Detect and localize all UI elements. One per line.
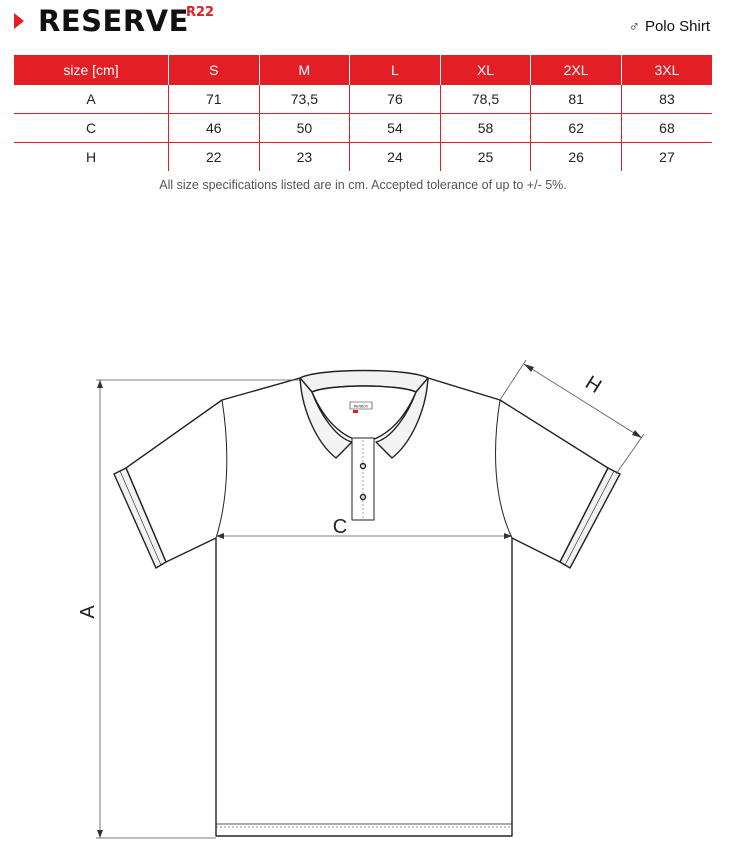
left-sleeve-cuff xyxy=(114,468,166,568)
cuff-line xyxy=(565,471,614,565)
size-table-header-cell: XL xyxy=(440,55,531,85)
table-cell: 22 xyxy=(169,143,260,172)
arrow-up-icon xyxy=(97,380,103,388)
right-armhole-seam xyxy=(496,400,512,538)
dimension-h-label: H xyxy=(581,371,606,399)
table-cell: 26 xyxy=(531,143,622,172)
product-type-label xyxy=(629,18,710,35)
size-table-header-cell: 3XL xyxy=(621,55,712,85)
dimension-a-label: A xyxy=(77,605,99,619)
row-label: C xyxy=(14,114,169,143)
dimension-h-extension xyxy=(616,434,644,474)
size-table-header-cell: S xyxy=(169,55,260,85)
table-cell: 46 xyxy=(169,114,260,143)
arrow-lower-right-icon xyxy=(632,430,642,438)
table-cell: 71 xyxy=(169,85,260,114)
table-cell: 24 xyxy=(350,143,441,172)
polo-shirt-measurement-diagram xyxy=(0,340,744,851)
table-cell: 62 xyxy=(531,114,622,143)
male-symbol-icon: ♂ xyxy=(628,18,640,35)
table-cell: 27 xyxy=(621,143,712,172)
neck-tag-accent xyxy=(353,410,358,413)
dimension-h-extension xyxy=(500,360,526,400)
table-cell: 23 xyxy=(259,143,350,172)
table-cell: 58 xyxy=(440,114,531,143)
size-table-header-row xyxy=(14,55,712,85)
page-header xyxy=(0,0,744,48)
table-cell: 78,5 xyxy=(440,85,531,114)
arrow-down-icon xyxy=(97,830,103,838)
arrow-upper-left-icon xyxy=(524,364,534,372)
table-cell: 81 xyxy=(531,85,622,114)
brand-code: R22 xyxy=(186,5,215,20)
product-type-text: Polo Shirt xyxy=(644,18,710,35)
brand-name: RESERVE xyxy=(38,4,189,38)
tolerance-note: All size specifications listed are in cm. Accepted tolerance of up to +/- 5%. xyxy=(159,178,567,192)
table-cell: 50 xyxy=(259,114,350,143)
table-cell: 83 xyxy=(621,85,712,114)
table-cell: 25 xyxy=(440,143,531,172)
table-cell: 68 xyxy=(621,114,712,143)
table-row xyxy=(14,143,712,172)
row-label: H xyxy=(85,149,97,165)
neck-tag-text: RENBOX xyxy=(353,404,369,409)
table-cell: 73,5 xyxy=(259,85,350,114)
placket xyxy=(352,438,374,520)
table-cell: 54 xyxy=(350,114,441,143)
dimension-c-label: C xyxy=(332,516,348,538)
right-sleeve-cuff xyxy=(560,468,620,568)
table-row xyxy=(14,114,712,143)
size-table-header-cell: size [cm] xyxy=(14,55,169,85)
arrow-right-icon xyxy=(504,533,512,539)
size-table xyxy=(14,55,712,171)
table-row xyxy=(14,85,712,114)
brand-arrow-icon xyxy=(14,13,24,29)
size-table-header-cell: M xyxy=(259,55,350,85)
table-cell: 76 xyxy=(350,85,441,114)
row-label: A xyxy=(14,85,169,114)
size-table-header-cell: 2XL xyxy=(531,55,622,85)
size-table-header-cell: L xyxy=(350,55,441,85)
left-armhole-seam xyxy=(216,400,227,538)
cuff-line xyxy=(120,471,161,565)
